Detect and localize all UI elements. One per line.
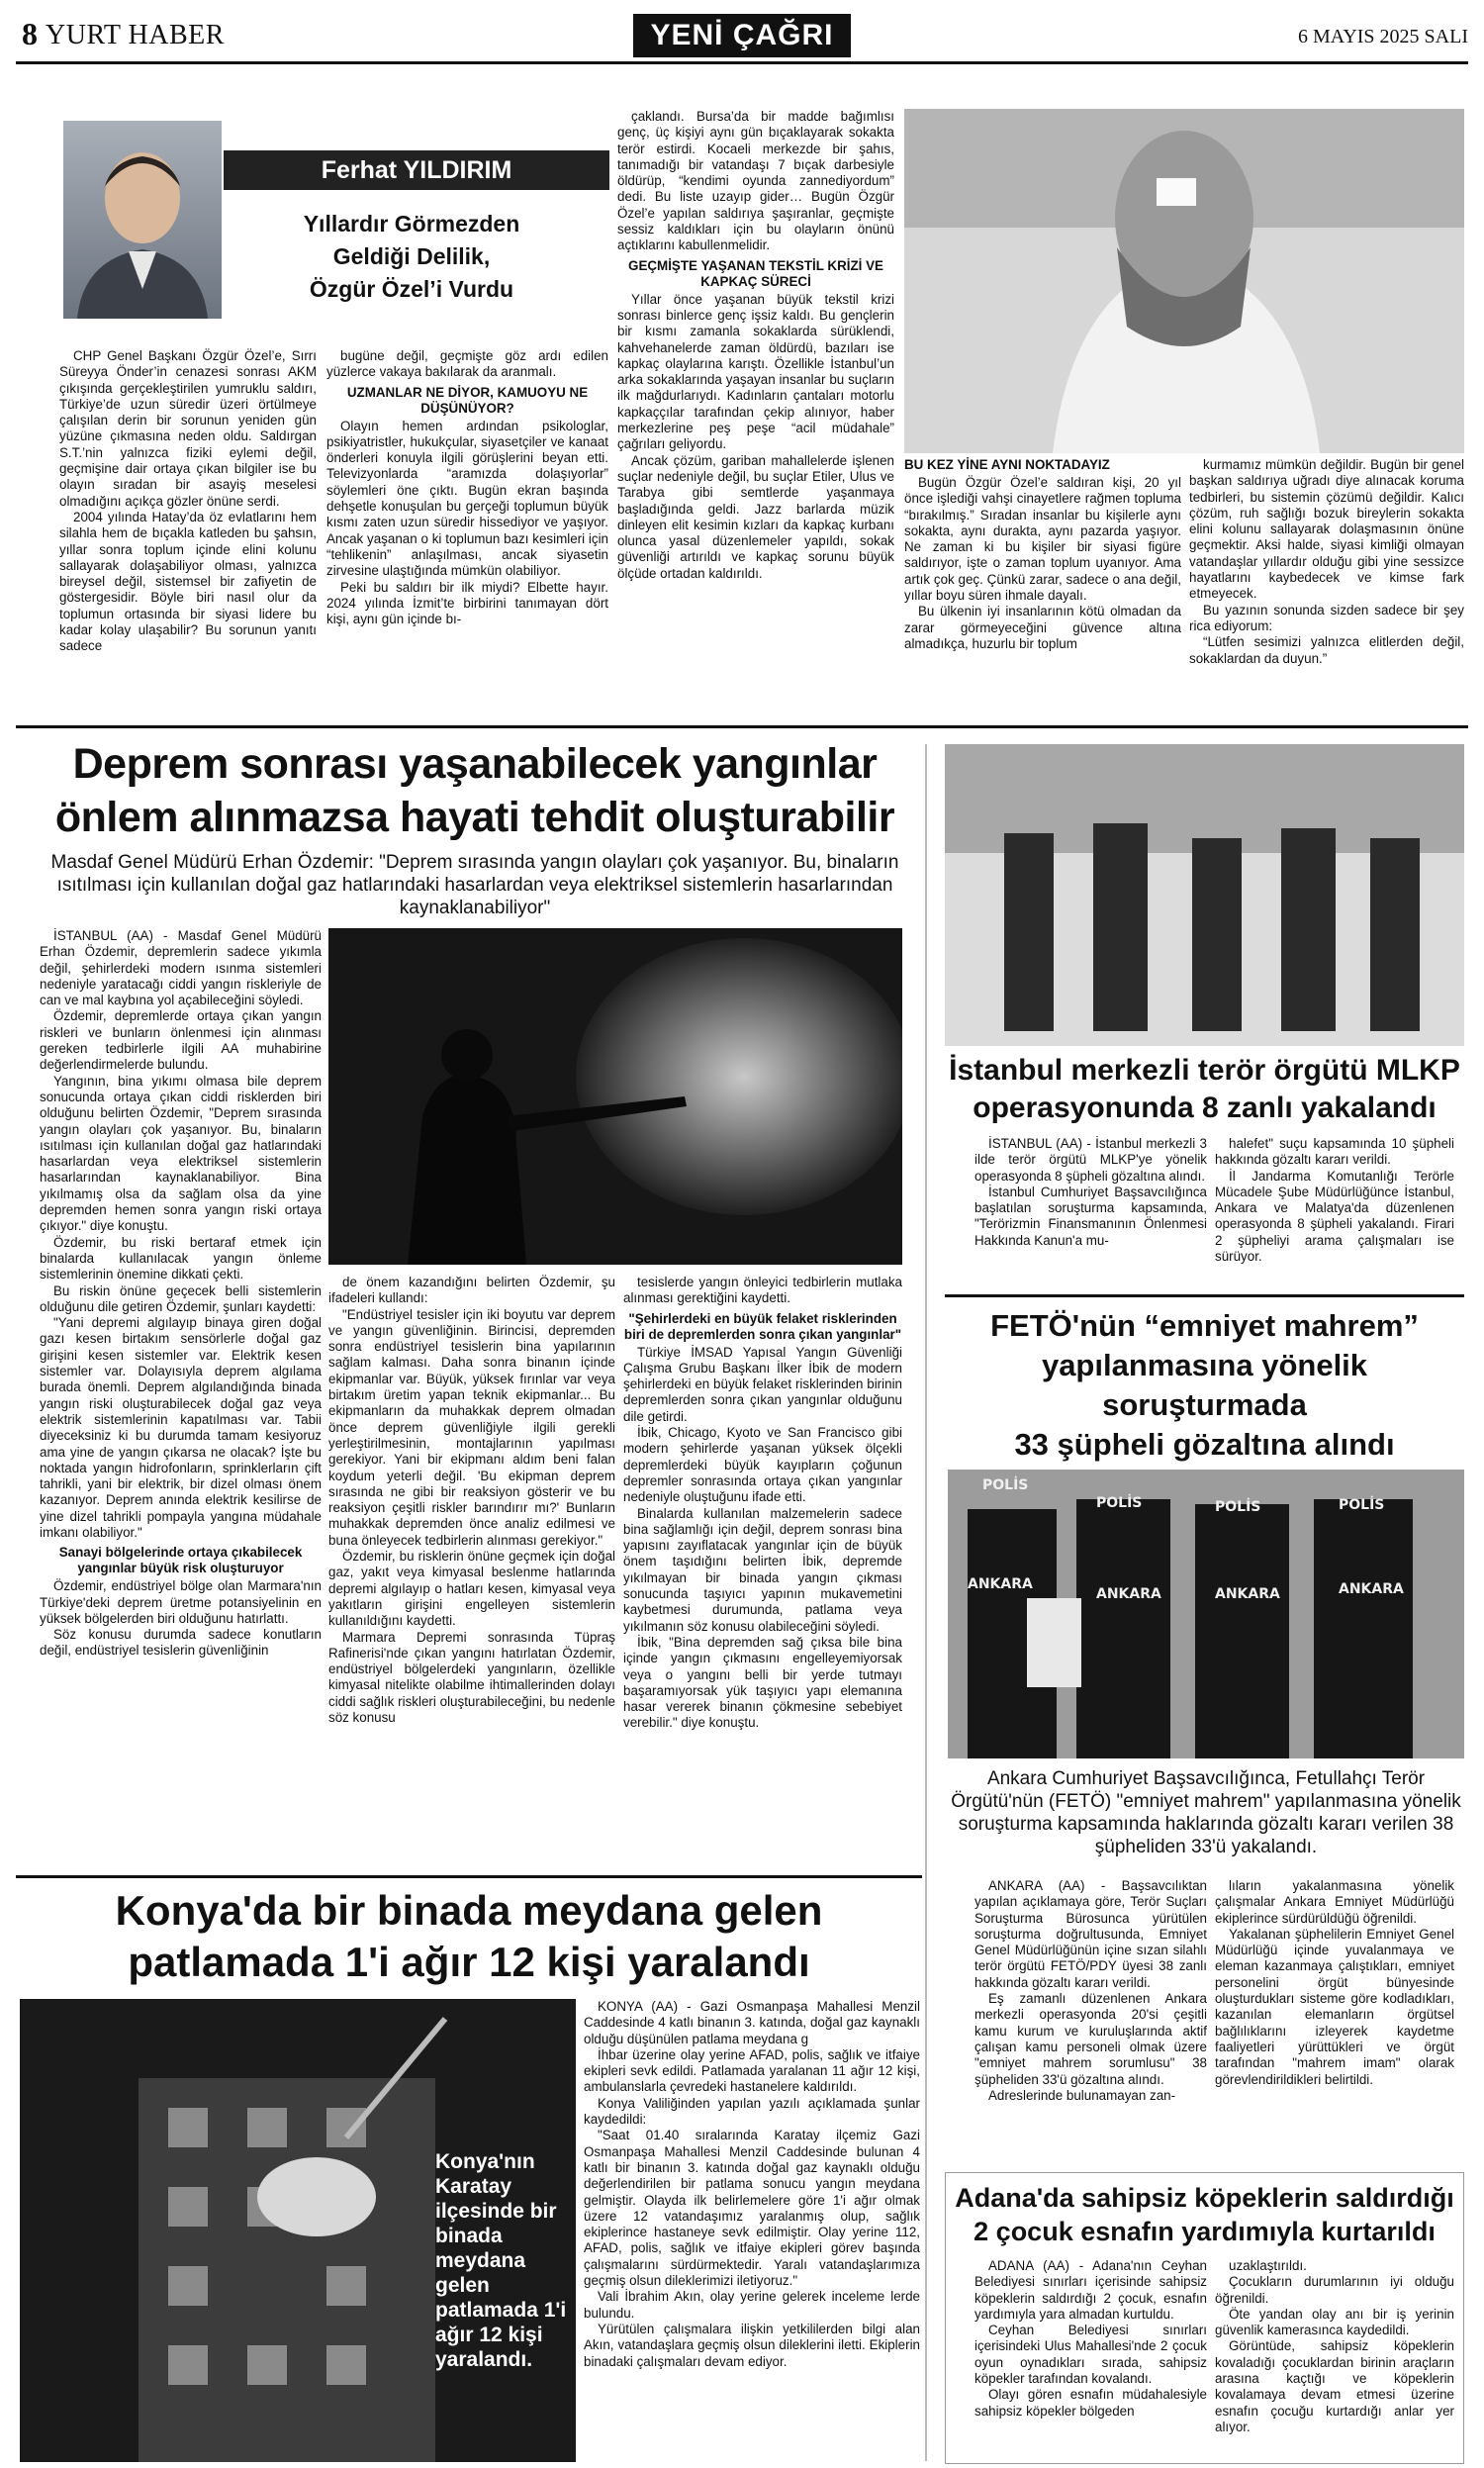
headline-line: Konya'da bir binada meydana gelen [115,1887,823,1934]
paragraph: İstanbul Cumhuriyet Başsavcılığınca başlatılan soruşturma kapsamında, "Terörizmin Finansmanının Önlenmesi Hakkında Kanun'a mu- [974,1184,1207,1248]
page-number: 8 [22,16,38,51]
paragraph: Bu ülkenin iyi insanlarının kötü olmadan da zarar görmeyeceğini güvence altına almadıkça, huzurlu bir toplum [904,604,1181,651]
paragraph: İl Jandarma Komutanlığı Terörle Mücadele Şube Müdürlüğünce İstanbul, Ankara ve Malatya'da düzenlenen operasyonda 8 şüpheli yakalandı. Firari 2 şüpheliyi arama çalışmaları ise sürüyor. [1215,1168,1454,1265]
mlkp-col2 [1215,1136,1454,1294]
paragraph: halefet" suçu kapsamında 10 şüpheli hakkında gözaltı kararı verildi. [1215,1136,1454,1168]
column-title-line: Özgür Özel’i Vurdu [309,276,514,302]
deprem-col1 [40,928,322,2185]
photo-text-polis: POLİS [1215,1499,1261,1515]
headline-line: Deprem sonrası yaşanabilecek yangınlar [72,740,878,788]
headline-line: yapılanmasına yönelik soruşturmada [1041,1348,1368,1422]
feto-top-rule [945,1294,1464,1297]
masthead-rule [16,61,1468,64]
paragraph: "Yani depremi algılayıp binaya giren doğal gazı kesen birtakım sensörlerle doğal gaz girişini kesen sistemler var. Elektrik kesen sistemler var. Dolayısıyla deprem algılama burada önemli. Deprem algılandığında binada yangın riski oluşturabilecek doğal gaz veya elektrik sistemlerinin kapatılması var. Tabii diyeceksiniz ki bu durumda tamam kesiyoruz ama yine de yangın çıkarsa ne olacak? İşte bu noktada yangın hidrofonların, sprinklerların çift tahrikli, yani bir elektrik, bir dizel olması önem kazanıyor. Deprem anında elektrik kesilirse de yine dizel tahrikli pompayla yangına müdahale imkanı olabiliyor." [40,1315,322,1540]
paragraph: İbik, Chicago, Kyoto ve San Francisco gibi modern şehirlerde yaşanan yüksek ölçekli depremlerdeki büyük kayıpların çoğunun depremler sonrasında ortaya çıkan yangınlar nedeniyle oluştuğunu ifade etti. [623,1425,902,1505]
paragraph: Ceyhan Belediyesi sınırları içerisindeki Ulus Mahallesi'nde 2 çocuk oyun oynadıkları sırada, sahipsiz köpekler tarafından kovalandı. [974,2323,1207,2387]
paragraph: Vali İbrahim Akın, olay yerine gelerek inceleme lerde bulundu. [584,2289,920,2321]
paragraph: Olayı gören esnafın müdahalesiyle sahipsiz köpekler bölgeden [974,2387,1207,2419]
paragraph: Bu yazının sonunda sizden sadece bir şey rica ediyorum: [1189,602,1464,633]
feto-col2 [1215,1878,1454,2165]
deprem-col2 [328,1275,615,1858]
mlkp-headline [945,1052,1464,1127]
column-text-col1 [59,348,317,719]
headline-line: Adana'da sahipsiz köpeklerin saldırdığı [955,2183,1454,2213]
konya-headline [16,1885,922,1988]
column-title [253,208,570,306]
column-divider [925,744,927,2461]
column-photo [904,109,1464,453]
subheading: BU KEZ YİNE AYNI NOKTADAYIZ [904,457,1110,472]
author-photo [63,121,222,319]
column-text-col2 [326,348,608,719]
paragraph: Eş zamanlı düzenlenen Ankara merkezli operasyonda 20'si çeşitli kamu kurum ve kuruluşlarında aktif çalışan kamu personeli olmak üzere "emniyet mahrem sorumlusu" 38 şüpheliden 33'ü gözaltına alındı. [974,1991,1207,2087]
deprem-col3 [623,1275,902,1858]
adana-col2 [1215,2258,1454,2461]
paragraph: Binalarda kullanılan malzemelerin sadece bina sağlamlığı için değil, deprem sonrası bina yapısını zayıflatacak yangınlar için de büyük önem taşıdığını belirten İbik, depremde yıkılmayan bir binada yangın çıkması sonucunda taşıyıcı yapının mukavemetini kaybetmesi durumunda, patlama veya yıkılmanın söz konusu olabileceğini söyledi. [623,1505,902,1634]
konya-top-rule [16,1875,922,1878]
column-text-col3 [617,109,894,719]
adana-col1 [974,2258,1207,2461]
paragraph: lıların yakalanmasına yönelik çalışmalar Ankara Emniyet Müdürlüğü ekiplerince sürdürüldüğü öğrenildi. [1215,1878,1454,1926]
paragraph: 2004 yılında Hatay’da öz evlatlarını hem silahla hem de bıçakla katleden bu şahsın, yıllar sonra toplum içinde elini kolunu sallayarak dolaşabiliyor olması, yalnızca bireysel değil, sistemsel bir zafiyetin de göstergesidir. Böyle biri nasıl olur da toplumun ortasında bir siyasi lidere bu kadar kolay ulaşabilir? Bu sorunun yanıtı sadece [59,509,317,654]
subheading: Sanayi bölgelerinde ortaya çıkabilecek yangınlar büyük risk oluşturuyor [58,1545,303,1576]
author-name-bar [224,150,609,190]
paragraph: Yakalanan şüphelilerin Emniyet Genel Müdürlüğü içinde yuvalanmaya ve eleman kazanmaya çalıştıkları, emniyet personelini örgüt bünyesinde oluşturdukları sisteme göre kodladıkları, kazanılan elemanların örgütsel bağlılıklarını izleyerek kaydetme faaliyetleri yürüttükleri ve örgüt tarafından "mahrem imam" olarak görevlendirildikleri belirtildi. [1215,1926,1454,2087]
mlkp-col1 [974,1136,1207,1294]
column-title-line: Yıllardır Görmezden [303,211,520,237]
paragraph: “Lütfen sesimizi yalnızca elitlerden değil, sokaklardan da duyun.” [1189,634,1464,666]
paragraph: Konya Valiliğinden yapılan yazılı açıklamada şunlar kaydedildi: [584,2095,920,2128]
paragraph: Olayın hemen ardından psikologlar, psikiyatristler, hukukçular, siyasetçiler ve kanaat önderleri konuyla ilgili görüşlerini beyan etti. Televizyonlarda “aramızda dolaşıyorlar” söylemleri öne çıktı. Bugün ekran başında dehşetle konuşulan bu gerçeği toplumun büyük kısmı zaten uzun süredir hissediyor ve yaşıyor. Ancak yaşanan o ki toplumun bazı kesimleri için “tehlikenin” anlaşılması, ancak siyasetin zirvesine ulaştığında mümkün olabiliyor. [326,418,608,579]
mlkp-photo [945,744,1464,1046]
paragraph: Adreslerinde bulunamayan zan- [988,2087,1176,2103]
headline-line: FETÖ'nün “emniyet mahrem” [990,1308,1419,1343]
subheading: UZMANLAR NE DİYOR, KAMUOYU NE DÜŞÜNÜYOR? [346,384,589,416]
headline-line: operasyonunda 8 zanlı yakalandı [973,1092,1437,1124]
photo-text-polis: POLİS [982,1477,1029,1493]
paragraph: Yıllar önce yaşanan büyük tekstil krizi sonrası binlerce genç işsiz kaldı. Bu gençlerin bir kısmı zamanla sokaklarda sürüklendi, kahvehanelerde zaman öldürdü, bazıları ise kapkaç olaylarına karıştı. Özellikle İstanbul’un arka sokaklarında yaşayan insanlar bu suçların ilk mağdurlarıydı. Kadınların çantaları motorlu kapkaççılar tarafından çekip alınıyor, haber merkezlerine peş peşe “acil müdahale” çağrıları geliyordu. [617,291,894,452]
paragraph: Çocukların durumlarının iyi olduğu öğrenildi. [1215,2274,1454,2306]
paragraph: Ancak çözüm, gariban mahallelerde işlenen suçlar nedeniyle değil, bu suçlar Etiler, Ulus ve Tarabya gibi semtlerde yaşanmaya başladığında geldi. Jazz barlarda müzik dinleyen elit kesimin kızları da kapkaç kurbanı olunca yasal düzenlemeler yapıldı, sokak güvenliği artırıldı ve kapkaç sorunu büyük ölçüde ortadan kaldırıldı. [617,452,894,581]
paragraph: uzaklaştırıldı. [1229,2258,1307,2273]
paragraph: İbik, "Bina depremden sağ çıksa bile bina içinde yangın çıkmasını engelleyemiyorsak veya o yangını belli bir yerde tutmayı başaramıyorsak yük taşıyıcı yapı elemanına hasar vererek binanın çökmesine sebebiyet verebilir." diye konuştu. [623,1634,902,1731]
paragraph: Bugün Özgür Özel’e saldıran kişi, 20 yıl önce işlediği vahşi cinayetlere rağmen topluma “bırakılmış.” Sıradan insanlar bu kişilerle aynı sokakta, aynı durakta, aynı pazarda yaşıyor. Ne zaman ki bu kişiler bir siyasi figüre saldırıyor, işte o zaman toplum uyanıyor. Ama artık çok geç. Çünkü zarar, sadece o ana değil, yıllar boyu süren ihmale dayalı. [904,475,1181,604]
photo-text-polis: POLİS [1096,1495,1143,1511]
paragraph: Peki bu saldırı bir ilk miydi? Elbette hayır. 2024 yılında İzmit’te birbirini tanımayan dört kişi, aynı gün içinde bı- [326,579,608,627]
paragraph: Özdemir, endüstriyel bölge olan Marmara'nın Türkiye'deki deprem üretme potansiyelinin en yüksek bölgelerden biri olduğunu hatırlattı. [40,1578,322,1626]
paragraph: Yangının, bina yıkımı olmasa bile deprem sonucunda ortaya çıkan ciddi risklerden biri olduğunu belirten Özdemir, "Deprem sırasında yangın olayları çok yaşanıyor. Bu, binaların ısıtılması için kullanılan doğal gaz hatlarındaki hasarlardan veya elektriksel sistemlerin hasarlarından kaynaklanabiliyor. Bina yıkılmamış olsa da sağlam olsa da yine depremden hemen sonra yangın riski ortaya çıkıyor." diye konuştu. [40,1073,322,1234]
photo-text-ankara: ANKARA [1096,1586,1161,1602]
paragraph: Öte yandan olay anı bir iş yerinin güvenlik kamerasınca kaydedildi. [1215,2306,1454,2338]
feto-photo [948,1470,1464,1758]
paragraph: Söz konusu durumda sadece konutların değil, endüstriyel tesislerin güvenliğinin [40,1627,322,1659]
paragraph: İSTANBUL (AA) - Masdaf Genel Müdürü Erhan Özdemir, depremlerin sadece yıkımla değil, şehirlerdeki modern ısınma sistemleri nedeniyle yaratacağı ciddi yangın riskleriyle de can ve mal kaybına yol açabileceğini söyledi. [40,928,322,1008]
deprem-photo [328,928,902,1265]
photo-text-ankara: ANKARA [1215,1586,1280,1602]
subheading: GEÇMİŞTE YAŞANAN TEKSTİL KRİZİ VE KAPKAÇ SÜRECİ [628,257,883,289]
feto-headline [945,1306,1464,1465]
photo-text-polis: POLİS [1339,1497,1385,1513]
section-title: YURT HABER [46,20,225,50]
logo-text: YENİ ÇAĞRI [650,19,834,51]
paragraph: Marmara Depremi sonrasında Tüpraş Rafinerisi'nde çıkan yangını hatırlatan Özdemir, endüstriyel bölgelerdeki yangınların, özellikle kimyasal nitelikte olabilme ihtimallerinden dolayı ciddi sağlık riskleri oluşturabileceğini, bu nedenle söz konusu [328,1629,615,1726]
deprem-subhead: Masdaf Genel Müdürü Erhan Özdemir: "Deprem sırasında yangın olayları çok yaşanıyor. Bu, binaların ısıtılması için kullanılan doğal gaz hatlarındaki hasarlardan veya elektriksel sistemlerin hasarlarından kaynaklanabiliyor" [50,852,899,918]
paragraph: KONYA (AA) - Gazi Osmanpaşa Mahallesi Menzil Caddesinde 4 katlı binanın 3. katında, doğal gaz kaynaklı olduğu düşünülen patlama meydana g [584,1999,920,2046]
column-title-line: Geldiği Delilik, [332,243,491,269]
paragraph: İSTANBUL (AA) - İstanbul merkezli 3 ilde terör örgütü MLKP'ye yönelik operasyonda 8 şüpheli gözaltına alındı. [974,1136,1207,1184]
issue-date: 6 MAYIS 2025 SALI [1297,26,1468,47]
subheading: "Şehirlerdeki en büyük felaket risklerinden biri de depremlerden sonra çıkan yangınlar" [623,1310,902,1342]
paragraph: bugüne değil, geçmişte göz ardı edilen yüzlerce vakaya bakılarak da aranmalı. [326,348,608,380]
paragraph: Yürütülen çalışmalara ilişkin yetkililerden bilgi alan Akın, vatandaşlara geçmiş olsun dileklerini iletti. Ekiplerin binadaki çalışmaları devam ediyor. [584,2321,920,2369]
headline-line: 33 şüpheli gözaltına alındı [1014,1427,1395,1462]
deprem-headline [20,737,930,844]
paragraph: tesislerde yangın önleyici tedbirlerin mutlaka alınması gerektiğini kaydetti. [623,1275,902,1306]
photo-text-ankara: ANKARA [1339,1581,1404,1597]
konya-photo-caption: Konya'nın Karatay ilçesinde bir binada meydana gelen patlamada 1'i ağır 12 kişi yaralandı. [435,2150,567,2371]
newspaper-logo [633,14,851,57]
headline-line: patlamada 1'i ağır 12 kişi yaralandı [128,1939,810,1985]
konya-body [584,1999,920,2464]
column-text-col5 [1189,457,1464,719]
paragraph: de önem kazandığını belirten Özdemir, şu ifadeleri kullandı: [328,1275,615,1306]
photo-text-ankara: ANKARA [968,1576,1033,1592]
paragraph: "Saat 01.40 sıralarında Karatay ilçemiz Gazi Osmanpaşa Mahallesi Menzil Caddesinde bulunan 4 katlı bir binanın 3. katında doğal gaz kaynaklı olduğu değerlendirilen bir patlama sonucu yangın meydana gelmiştir. Olayda ilk belirlemelere göre 1'i ağır olmak üzere 12 vatandaşımız yaralanmış olup, sağlık ekiplerince hastaneye sevk edilmiştir. Olay yerine 112, AFAD, polis, sağlık ve itfaiye ekipleri görev başında çalışmalarını sürdürmektedir. Yaralı vatandaşlarımıza geçmiş olsun dileklerimizi iletiyoruz." [584,2128,920,2289]
paragraph: Özdemir, bu risklerin önüne geçmek için doğal gaz, yakıt veya kimyasal beslenme hatlarında depremi algılayıp o hatları kesen, kimyasal veya yakıtların girişini engelleyen sistemlerin kullanıldığını kaydetti. [328,1549,615,1629]
paragraph: Özdemir, bu riski bertaraf etmek için binalarda kullanılacak yangın önleme sistemlerinin önemine dikkati çekti. [40,1234,322,1282]
paragraph: kurmamız mümkün değildir. Bugün bir genel başkan saldırıya uğradı diye alınacak koruma tedbirleri, bu sistemin çözümü değildir. Kalıcı çözüm, ruh sağlığı bozuk bireylerin sokakta elini kolunu sallayarak dolaşmasının önüne geçmektir. Aksi halde, siyasi kimliği olmayan vatandaşlar yıllardır olduğu gibi yine sessizce hayatlarını kaybedecek ve kimse fark etmeyecek. [1189,457,1464,602]
paragraph: CHP Genel Başkanı Özgür Özel’e, Sırrı Süreyya Önder’in cenazesi sonrası AKM çıkışında gerçekleştirilen yumruklu saldırı, Türkiye’de uzun süredir üzeri örtülmeye çalışılan derin bir sorunun yeniden gün yüzüne çıkmasına neden oldu. Saldırgan S.T.’nin yalnızca fiziki eylemi değil, geçmişine dair ortaya çıkan bilgiler ise bu olayın sıradan bir asayiş meselesi olmadığını açıkça gözler önüne serdi. [59,348,317,509]
paragraph: Görüntüde, sahipsiz köpeklerin kovaladığı çocuklardan birinin araçların arasına kaçtığı ve köpeklerin kovalamaya devam etmesi üzerine esnafın çocuğu kurtardığı anlar yer alıyor. [1215,2338,1454,2434]
headline-line: İstanbul merkezli terör örgütü MLKP [949,1054,1460,1087]
paragraph: "Endüstriyel tesisler için iki boyutu var deprem ve yangın güvenliğinin. Birincisi, depremden sonra endüstriyel tesislerin bina yapılarının sağlam kalması. Daha sonra binanın içinde ekipmanlar var. Büyük, yüksek fırınlar var veya birtakım üretim yapan teknik ekipmanlar... Bu ekipmanların da muhakkak deprem olmadan önce deprem güvenliğiyle ilgili gerekli yerleştirilmesinin, montajlarının yapılması gerekiyor. Yani bir ekipmanı aldım beni falan koydum yeterli değil. 'Bu ekipman deprem sırasında ne gibi bir reaksiyon gösterir ve bu reaksiyon çeşitli riskler barındırır mı?' Bunların muhakkak depremden önce analiz edilmesi ve buna önleyecek tedbirlerin alınması gerekiyor." [328,1306,615,1548]
paragraph: Bu riskin önüne geçecek belli sistemlerin olduğunu dile getiren Özdemir, şunları kaydetti: [40,1282,322,1314]
paragraph: Türkiye İMSAD Yapısal Yangın Güvenliği Çalışma Grubu Başkanı İlker İbik de modern şehirlerdeki en büyük felaket risklerinden birinin depremlerden sonra çıkan yangınlar olduğunu dile getirdi. [623,1344,902,1424]
paragraph: ADANA (AA) - Adana'nın Ceyhan Belediyesi sınırları içerisinde sahipsiz köpeklerin saldırdığı 2 çocuk, esnafın yardımıyla yara almadan kurtuldu. [974,2258,1207,2322]
column-text-col4 [904,457,1181,719]
headline-line: önlem alınmazsa hayati tehdit oluşturabilir [54,794,895,841]
headline-line: 2 çocuk esnafın yardımıyla kurtarıldı [974,2217,1436,2246]
feto-photo-caption: Ankara Cumhuriyet Başsavcılığınca, Fetullahçı Terör Örgütü'nün (FETÖ) "emniyet mahrem" yapılanmasına yönelik soruşturma kapsamında haklarında gözaltı kararı verilen 38 şüpheliden 33'ü yakalandı. [951,1768,1461,1857]
paragraph: İhbar üzerine olay yerine AFAD, polis, sağlık ve itfaiye ekipleri sevk edildi. Patlamada yaralanan 11 ağır 12 kişi, ambulanslarla çevredeki hastanelere kaldırıldı. [584,2046,920,2095]
author-name: Ferhat YILDIRIM [321,156,512,184]
paragraph: Özdemir, depremlerde ortaya çıkan yangın riskleri ve bunların önlenmesi için alınması gereken tedbirlerle ilgili AA muhabirine değerlendirmelerde bulundu. [40,1008,322,1073]
paragraph: ANKARA (AA) - Başsavcılıktan yapılan açıklamaya göre, Terör Suçları Soruşturma Bürosunca yürütülen soruşturma doğrultusunda, Emniyet Genel Müdürlüğünün içine sızan silahlı terör örgütü FETÖ/PDY üyesi 38 zanlı hakkında gözaltı kararı verildi. [974,1878,1207,1990]
adana-headline [948,2181,1461,2248]
paragraph: çaklandı. Bursa’da bir madde bağımlısı genç, üç kişiyi aynı gün bıçaklayarak sokakta terör estirdi. Kocaeli merkezde bir şahıs, tanımadığı bir vatandaşı 7 bıçak darbesiyle öldürüp, “kendimi oyunda zannediyordum” dedi. Bu liste uzayıp gider… Bugün Özgür Özel’e yapılan saldırıya şaşıranlar, geçmişte sessiz kaldıkları için bu olayların önünü açtıklarını kabullenmelidir. [617,109,894,253]
feto-col1 [974,1878,1207,2165]
